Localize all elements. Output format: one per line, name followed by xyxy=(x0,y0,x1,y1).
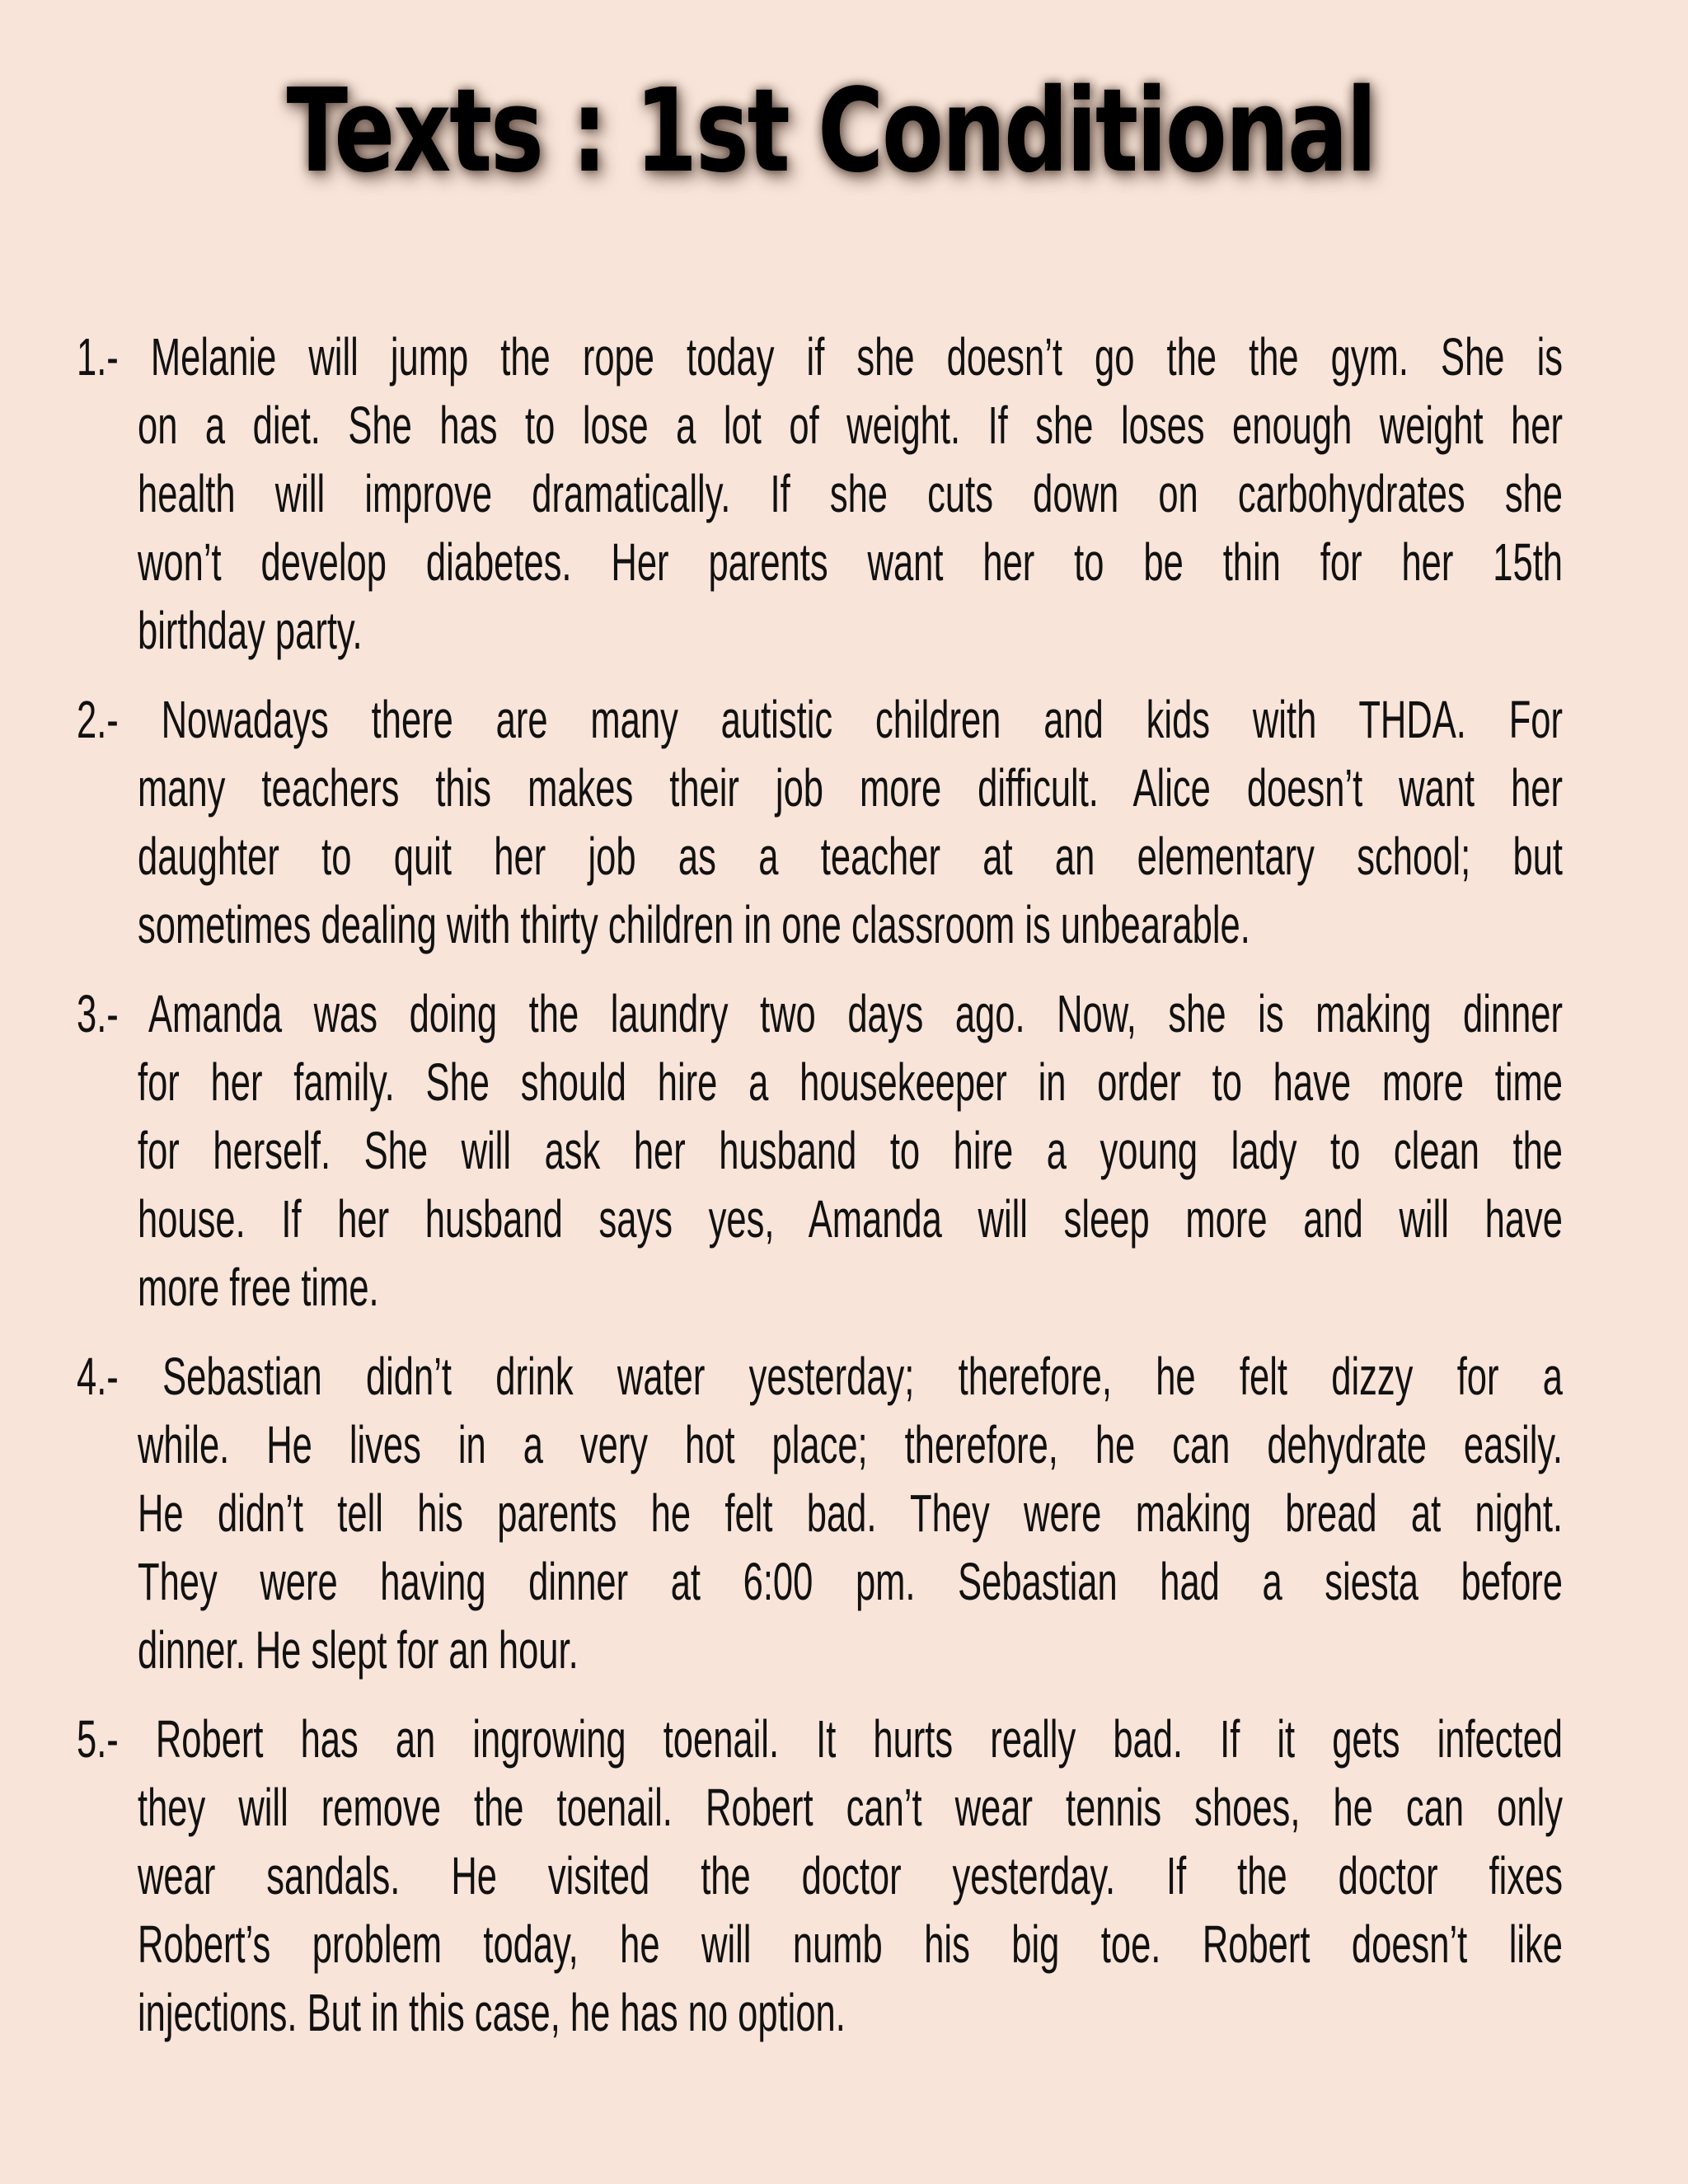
line-text: dinner. He slept for an hour. xyxy=(138,1620,579,1680)
paragraph-line xyxy=(138,528,1563,597)
line-text: wear sandals. He visited the doctor yesterday. If the doctor fixes xyxy=(138,1846,1563,1905)
line-text: won’t develop diabetes. Her parents want her to be thin for her 15th xyxy=(138,532,1563,592)
paragraph-line xyxy=(77,1705,1563,1774)
line-text: They were having dinner at 6:00 pm. Sebastian had a siesta before xyxy=(138,1552,1563,1611)
line-text: Robert’s problem today, he will numb his big toe. Robert doesn’t like xyxy=(138,1915,1563,1974)
paragraph-number: 4.- xyxy=(77,1347,119,1406)
text-paragraph-1 xyxy=(77,323,1563,665)
line-text: health will improve dramatically. If she cuts down on carbohydrates she xyxy=(138,464,1563,523)
paragraph-number: 1.- xyxy=(77,327,119,387)
text-paragraph-4 xyxy=(77,1343,1563,1685)
line-text: Amanda was doing the laundry two days ago. Now, she is making dinner xyxy=(148,984,1564,1043)
line-text: Sebastian didn’t drink water yesterday; therefore, he felt dizzy for a xyxy=(162,1347,1564,1406)
paragraph-number: 5.- xyxy=(77,1709,119,1769)
line-text: birthday party. xyxy=(138,601,363,660)
paragraph-line xyxy=(138,597,1563,665)
texts-list xyxy=(77,323,1563,2068)
paragraph-line xyxy=(138,891,1563,959)
paragraph-line xyxy=(138,1616,1563,1685)
line-text: Nowadays there are many autistic children and kids with THDA. For xyxy=(161,690,1564,749)
line-text: many teachers this makes their job more difficult. Alice doesn’t want her xyxy=(138,758,1563,818)
line-text: He didn’t tell his parents he felt bad. They were making bread at night. xyxy=(138,1483,1563,1543)
paragraph-line xyxy=(138,1774,1563,1842)
line-text: injections. But in this case, he has no option. xyxy=(138,1983,846,2042)
line-text: for her family. She should hire a housekeeper in order to have more time xyxy=(138,1052,1563,1112)
line-text: for herself. She will ask her husband to hire a young lady to clean the xyxy=(138,1121,1563,1180)
paragraph-line xyxy=(138,1548,1563,1616)
line-text: more free time. xyxy=(138,1258,379,1317)
line-text: they will remove the toenail. Robert can’t wear tennis shoes, he can only xyxy=(138,1778,1563,1837)
paragraph-line xyxy=(77,323,1563,391)
paragraph-line xyxy=(138,460,1563,528)
line-text: house. If her husband says yes, Amanda will sleep more and will have xyxy=(138,1189,1563,1249)
paragraph-line xyxy=(138,1979,1563,2047)
paragraph-line xyxy=(138,1479,1563,1548)
page-title: Texts : 1st Conditional xyxy=(286,64,1376,199)
line-text: Robert has an ingrowing toenail. It hurts really bad. If it gets infected xyxy=(155,1709,1564,1769)
paragraph-line xyxy=(138,1254,1563,1322)
text-paragraph-5 xyxy=(77,1705,1563,2047)
paragraph-line xyxy=(77,1343,1563,1411)
paragraph-line xyxy=(138,1411,1563,1479)
paragraph-line xyxy=(77,980,1563,1048)
text-paragraph-2 xyxy=(77,686,1563,959)
line-text: daughter to quit her job as a teacher at an elementary school; but xyxy=(138,827,1563,886)
paragraph-line xyxy=(138,1117,1563,1185)
paragraph-number: 2.- xyxy=(77,690,119,749)
line-text: Melanie will jump the rope today if she doesn’t go the the gym. She is xyxy=(150,327,1564,387)
paragraph-number: 3.- xyxy=(77,984,119,1043)
line-text: while. He lives in a very hot place; therefore, he can dehydrate easily. xyxy=(138,1415,1563,1474)
paragraph-line xyxy=(138,1185,1563,1254)
text-paragraph-3 xyxy=(77,980,1563,1322)
paragraph-line xyxy=(77,686,1563,754)
paragraph-line xyxy=(138,1910,1563,1979)
paragraph-line xyxy=(138,823,1563,891)
paragraph-line xyxy=(138,754,1563,823)
line-text: on a diet. She has to lose a lot of weight. If she loses enough weight her xyxy=(138,396,1563,455)
paragraph-line xyxy=(138,391,1563,460)
paragraph-line xyxy=(138,1048,1563,1117)
line-text: sometimes dealing with thirty children in one classroom is unbearable. xyxy=(138,895,1250,954)
paragraph-line xyxy=(138,1842,1563,1910)
